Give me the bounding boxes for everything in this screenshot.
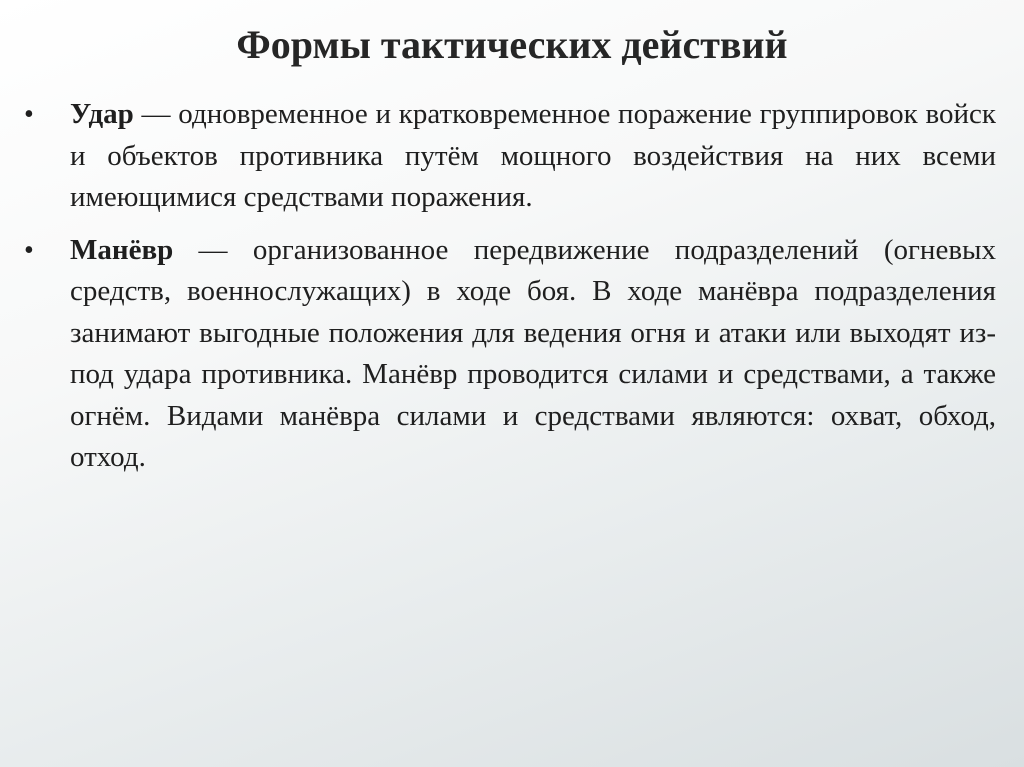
bullet-icon: • [24,234,34,266]
bullet-item-manevr [24,230,996,479]
term-manevr: Манёвр [70,233,174,266]
definition-manevr: — организованное передвижение подразделений (огневых средств, военнослужащих) в ходе боя. В ходе манёвра подразделения занимают выгодные положения для ведения огня и атаки или выходят из-под удара противника. Манёвр проводится силами и средствами, а также огнём. Видами манёвра силами и средствами являются: охват, обход, отход. [70,233,996,473]
bullet-list [24,94,996,490]
term-udar: Удар [70,98,134,130]
definition-udar: — одновременное и кратковременное поражение группировок войск и объектов противника путём мощного воздействия на них всеми имеющимися средствами поражения. [70,98,996,213]
bullet-icon: • [24,99,34,130]
bullet-item-udar [24,94,996,219]
slide-title: Формы тактических действий [236,22,788,67]
